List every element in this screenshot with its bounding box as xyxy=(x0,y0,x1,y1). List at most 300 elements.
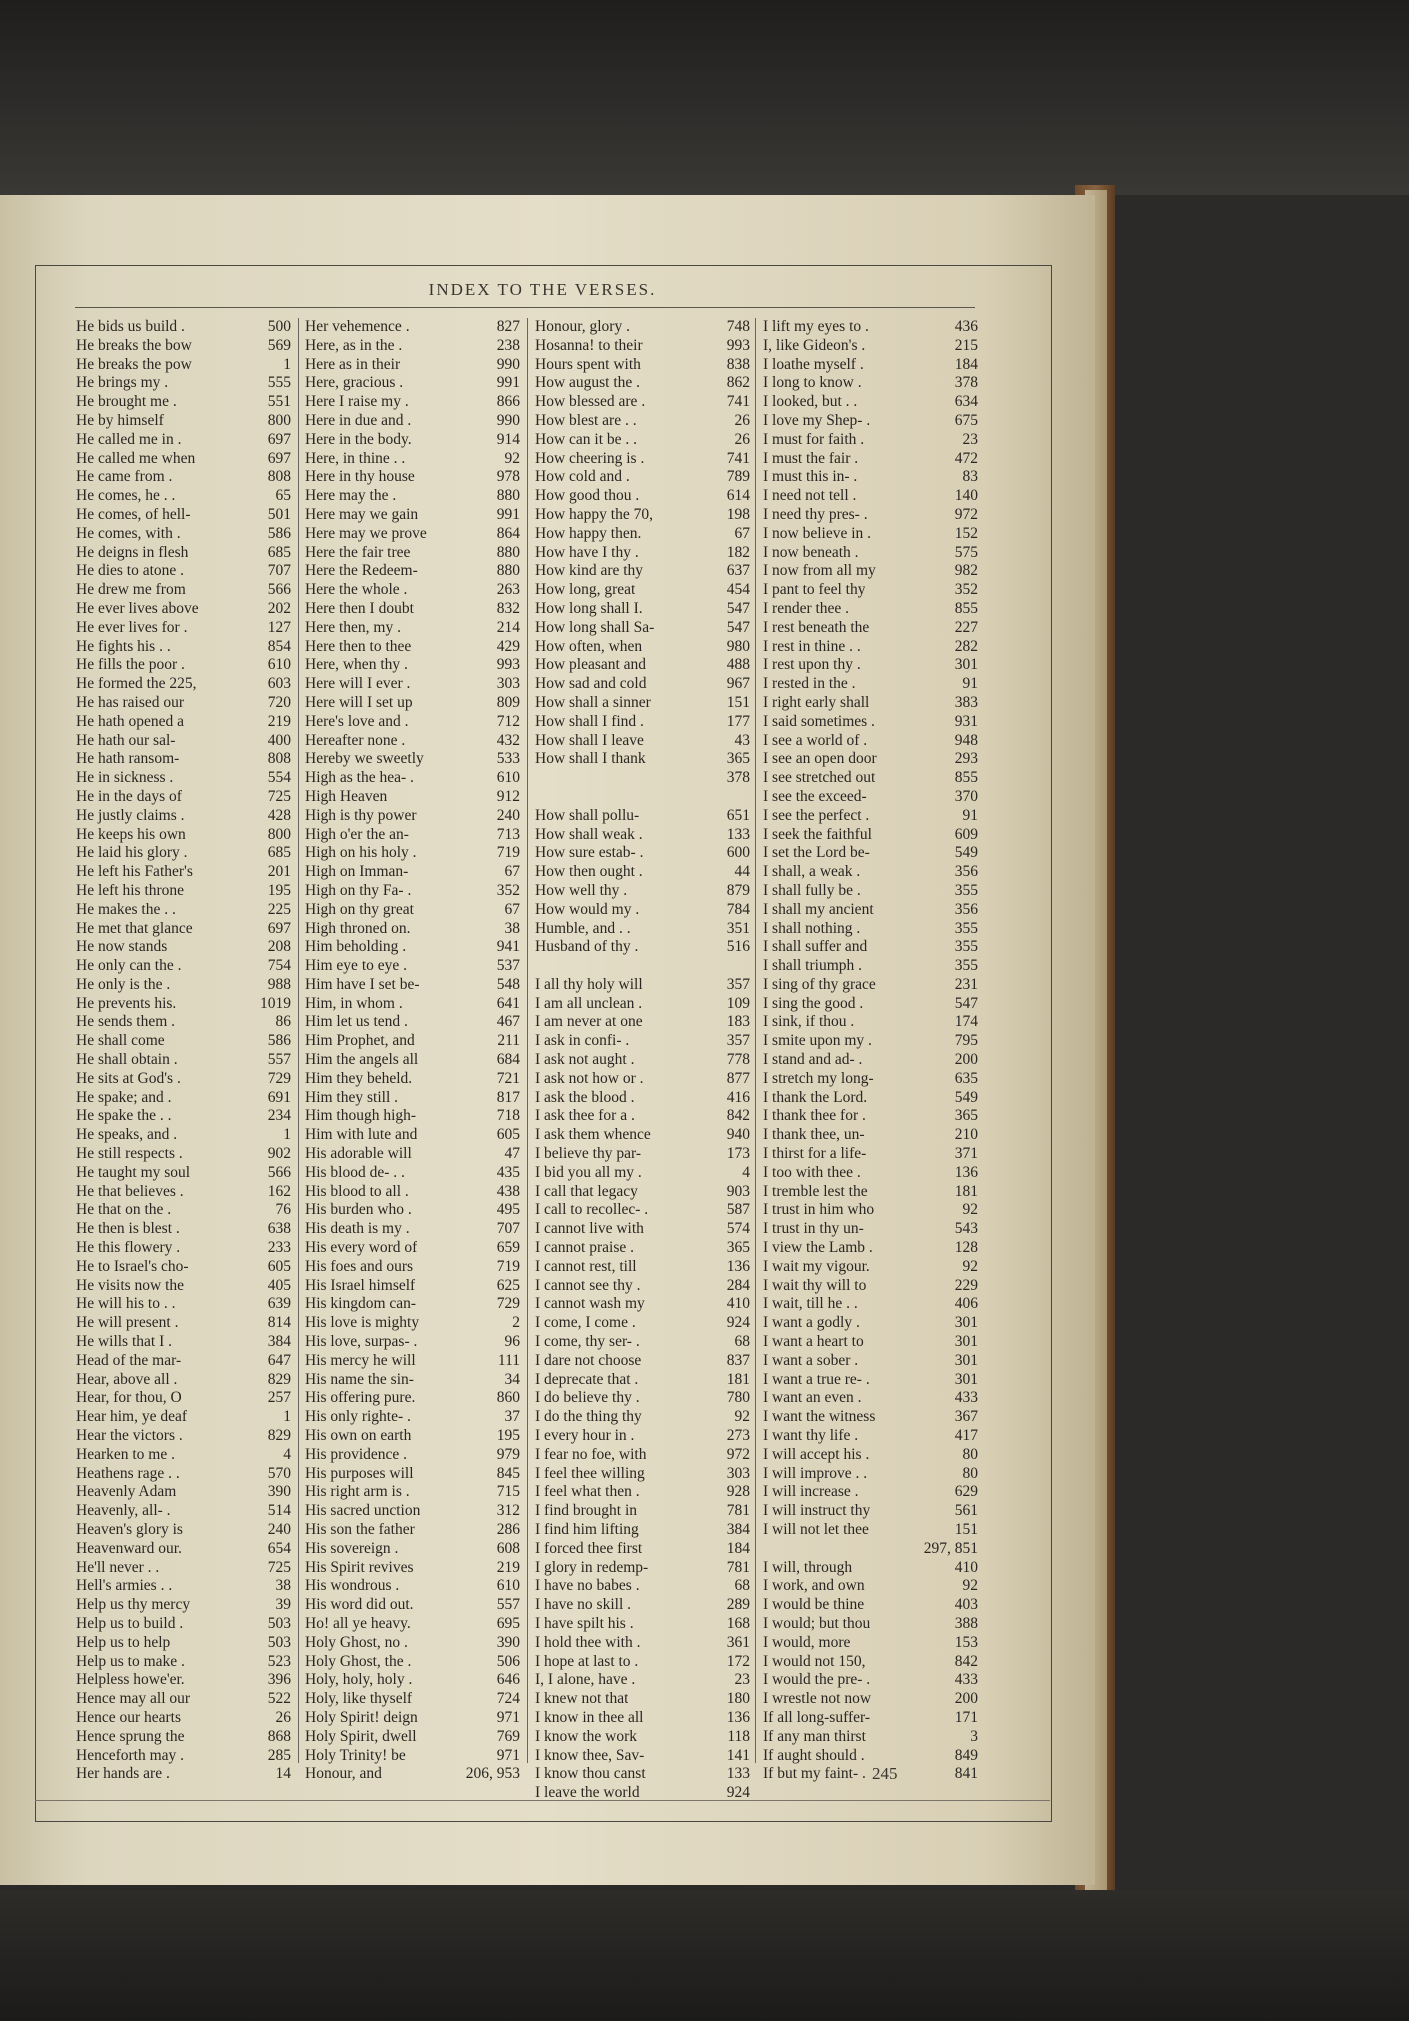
entry-number: 980 xyxy=(726,637,750,655)
entry-number: 435 xyxy=(496,1163,520,1181)
entry-number: 181 xyxy=(954,1182,978,1200)
index-entry xyxy=(763,1465,978,1484)
index-entry xyxy=(535,1728,750,1747)
entry-text: I need not tell . xyxy=(763,487,857,505)
entry-number: 625 xyxy=(496,1276,520,1294)
entry-number: 554 xyxy=(267,769,291,787)
index-entry xyxy=(535,769,750,788)
index-entry xyxy=(76,1371,291,1390)
entry-text: Hear him, ye deaf xyxy=(76,1408,188,1426)
entry-text: How often, when xyxy=(535,637,643,655)
index-entry xyxy=(76,1032,291,1051)
index-entry xyxy=(535,938,750,957)
entry-text: Him beholding . xyxy=(305,938,407,956)
entry-number: 200 xyxy=(954,1690,978,1708)
entry-number: 433 xyxy=(954,1389,978,1407)
entry-number: 44 xyxy=(734,863,750,881)
index-entry xyxy=(76,1615,291,1634)
index-entry xyxy=(535,732,750,751)
entry-text: I need thy pres- . xyxy=(763,505,868,523)
entry-text: He by himself xyxy=(76,411,164,429)
entry-text: Holy, like thyself xyxy=(305,1690,413,1708)
entry-text: He will present . xyxy=(76,1314,179,1332)
entry-text: Here, in thine . . xyxy=(305,449,406,467)
index-entry xyxy=(535,506,750,525)
index-entry xyxy=(305,1183,520,1202)
entry-text: His providence . xyxy=(305,1445,408,1463)
index-entry xyxy=(76,1577,291,1596)
index-entry xyxy=(305,1032,520,1051)
entry-text: Here in due and . xyxy=(305,411,412,429)
index-entry xyxy=(763,1765,978,1784)
entry-number: 152 xyxy=(954,524,978,542)
entry-text: Him though high- xyxy=(305,1107,417,1125)
entry-text: His foes and ours xyxy=(305,1257,414,1275)
entry-number: 781 xyxy=(726,1502,750,1520)
entry-number: 80 xyxy=(962,1445,978,1463)
entry-number: 557 xyxy=(496,1596,520,1614)
index-entry xyxy=(535,1709,750,1728)
entry-text: High is thy power xyxy=(305,806,417,824)
index-entry xyxy=(535,600,750,619)
entry-number: 282 xyxy=(954,637,978,655)
entry-number: 516 xyxy=(726,938,750,956)
entry-text: High on his holy . xyxy=(305,844,417,862)
index-entry xyxy=(76,600,291,619)
entry-number: 231 xyxy=(954,975,978,993)
index-entry xyxy=(763,1634,978,1653)
index-entry xyxy=(76,506,291,525)
entry-text: I see stretched out xyxy=(763,769,876,787)
entry-number: 608 xyxy=(496,1539,520,1557)
entry-text: He will his to . . xyxy=(76,1295,176,1313)
entry-number: 639 xyxy=(267,1295,291,1313)
entry-text: He shall obtain . xyxy=(76,1051,178,1069)
entry-number: 153 xyxy=(954,1633,978,1651)
index-entry xyxy=(763,1690,978,1709)
index-entry xyxy=(763,431,978,450)
entry-text: Him, in whom . xyxy=(305,994,403,1012)
entry-text: He laid his glory . xyxy=(76,844,188,862)
index-entry xyxy=(535,1107,750,1126)
page-number: 245 xyxy=(872,1764,898,1783)
index-entry xyxy=(763,1183,978,1202)
index-entry xyxy=(763,1277,978,1296)
entry-text: Here in the body. xyxy=(305,430,412,448)
index-entry xyxy=(305,1126,520,1145)
index-entry xyxy=(76,713,291,732)
entry-text: If all long-suffer- xyxy=(763,1708,871,1726)
entry-text: Help us to build . xyxy=(76,1614,184,1632)
entry-number: 303 xyxy=(496,675,520,693)
entry-text: How kind are thy xyxy=(535,562,644,580)
entry-text: Help us to help xyxy=(76,1633,171,1651)
entry-number: 547 xyxy=(726,618,750,636)
entry-number: 967 xyxy=(726,675,750,693)
entry-number: 503 xyxy=(267,1614,291,1632)
index-entry xyxy=(763,769,978,788)
index-entry xyxy=(305,844,520,863)
entry-text: How pleasant and xyxy=(535,656,647,674)
index-entry xyxy=(535,1164,750,1183)
background-bottom xyxy=(0,1890,1409,2021)
index-entry xyxy=(763,1559,978,1578)
entry-text: I set the Lord be- xyxy=(763,844,870,862)
index-entry xyxy=(76,769,291,788)
entry-text: Here the whole . xyxy=(305,581,408,599)
entry-text: I shall triumph . xyxy=(763,957,863,975)
entry-number: 610 xyxy=(267,656,291,674)
entry-number: 684 xyxy=(496,1051,520,1069)
entry-number: 817 xyxy=(496,1088,520,1106)
entry-text: Here as in their xyxy=(305,355,401,373)
entry-text: I cannot see thy . xyxy=(535,1276,641,1294)
entry-text: Holy Trinity! be xyxy=(305,1746,406,1764)
entry-text: How cheering is . xyxy=(535,449,645,467)
entry-text: Hours spent with xyxy=(535,355,641,373)
entry-text: Honour, glory . xyxy=(535,318,630,335)
index-entry xyxy=(76,1352,291,1371)
entry-number: 610 xyxy=(496,1577,520,1595)
entry-text: I rested in the . xyxy=(763,675,856,693)
entry-text: I now beneath . xyxy=(763,543,859,561)
index-entry xyxy=(763,1596,978,1615)
entry-text: I pant to feel thy xyxy=(763,581,866,599)
index-entry xyxy=(763,863,978,882)
index-entry xyxy=(76,337,291,356)
entry-text: His blood to all . xyxy=(305,1182,409,1200)
entry-number: 133 xyxy=(726,1765,750,1783)
entry-text: Heavenly Adam xyxy=(76,1483,177,1501)
index-entry xyxy=(76,562,291,581)
entry-text: Holy Ghost, the . xyxy=(305,1652,412,1670)
entry-number: 357 xyxy=(726,1032,750,1050)
entry-text: I trust in thy un- xyxy=(763,1220,864,1238)
entry-text: I shall, a weak . xyxy=(763,863,861,881)
index-entry xyxy=(305,807,520,826)
entry-number: 201 xyxy=(267,863,291,881)
entry-number: 729 xyxy=(496,1295,520,1313)
column-divider xyxy=(298,318,299,1763)
entry-number: 695 xyxy=(496,1614,520,1632)
entry-text: He this flowery . xyxy=(76,1239,181,1257)
entry-number: 586 xyxy=(267,524,291,542)
entry-text: He comes, of hell- xyxy=(76,505,191,523)
entry-text: He ever lives above xyxy=(76,599,199,617)
index-entry xyxy=(76,1634,291,1653)
entry-text: He called me in . xyxy=(76,430,182,448)
entry-number: 91 xyxy=(962,675,978,693)
entry-text: His own on earth xyxy=(305,1427,412,1445)
entry-text: I see a world of . xyxy=(763,731,868,749)
entry-text: I rest in thine . . xyxy=(763,637,861,655)
entry-number: 685 xyxy=(267,543,291,561)
entry-number: 503 xyxy=(267,1633,291,1651)
entry-number: 902 xyxy=(267,1145,291,1163)
entry-text: I know thou canst xyxy=(535,1765,646,1783)
entry-text: Him the angels all xyxy=(305,1051,419,1069)
index-entry xyxy=(305,882,520,901)
index-entry xyxy=(535,1277,750,1296)
entry-text: He taught my soul xyxy=(76,1163,191,1181)
index-entry xyxy=(76,1277,291,1296)
index-entry xyxy=(763,1089,978,1108)
entry-text: I hold thee with . xyxy=(535,1633,641,1651)
entry-text: I ask the blood . xyxy=(535,1088,635,1106)
entry-text: I right early shall xyxy=(763,693,870,711)
index-entry xyxy=(76,1389,291,1408)
entry-text: I see the exceed- xyxy=(763,787,867,805)
entry-number: 211 xyxy=(497,1032,520,1050)
entry-text: I want a godly . xyxy=(763,1314,860,1332)
entry-text: How blessed are . xyxy=(535,393,646,411)
entry-number: 741 xyxy=(726,393,750,411)
entry-text: His Israel himself xyxy=(305,1276,416,1294)
entry-number: 978 xyxy=(496,468,520,486)
entry-number: 219 xyxy=(267,712,291,730)
index-entry xyxy=(763,1728,978,1747)
index-entry xyxy=(535,619,750,638)
entry-text: How can it be . . xyxy=(535,430,638,448)
entry-text: High on Imman- xyxy=(305,863,409,881)
index-entry xyxy=(305,938,520,957)
index-entry xyxy=(76,1502,291,1521)
entry-text: He fills the poor . xyxy=(76,656,185,674)
index-entry xyxy=(76,863,291,882)
entry-text: Hear the victors . xyxy=(76,1427,183,1445)
entry-number: 659 xyxy=(496,1239,520,1257)
index-entry xyxy=(763,732,978,751)
entry-number: 174 xyxy=(954,1013,978,1031)
entry-text: He spake; and . xyxy=(76,1088,172,1106)
entry-number: 38 xyxy=(275,1577,291,1595)
entry-text: If aught should . xyxy=(763,1746,865,1764)
entry-text: He ever lives for . xyxy=(76,618,188,636)
entry-number: 566 xyxy=(267,1163,291,1181)
index-entry xyxy=(535,1183,750,1202)
entry-number: 557 xyxy=(267,1051,291,1069)
entry-text: Helpless howe'er. xyxy=(76,1671,185,1689)
entry-number: 993 xyxy=(726,336,750,354)
entry-number: 67 xyxy=(504,863,520,881)
entry-number: 697 xyxy=(267,449,291,467)
entry-text: I too with thee . xyxy=(763,1163,861,1181)
entry-number: 914 xyxy=(496,430,520,448)
index-entry xyxy=(535,1013,750,1032)
entry-text: Him they beheld. xyxy=(305,1069,413,1087)
index-entry xyxy=(76,468,291,487)
entry-text: He prevents his. xyxy=(76,994,177,1012)
index-entry xyxy=(535,393,750,412)
entry-text: How shall pollu- xyxy=(535,806,640,824)
entry-text: I am all unclean . xyxy=(535,994,643,1012)
entry-text: High as the hea- . xyxy=(305,769,414,787)
index-entry xyxy=(76,1089,291,1108)
entry-text: He brought me . xyxy=(76,393,177,411)
entry-number: 206, 953 xyxy=(465,1765,520,1783)
entry-number: 227 xyxy=(954,618,978,636)
index-entry xyxy=(763,1013,978,1032)
entry-number: 390 xyxy=(496,1633,520,1651)
entry-text: He now stands xyxy=(76,938,168,956)
entry-number: 609 xyxy=(954,825,978,843)
index-entry xyxy=(763,544,978,563)
entry-number: 495 xyxy=(496,1201,520,1219)
entry-text: How long shall I. xyxy=(535,599,643,617)
index-entry xyxy=(535,318,750,337)
entry-number: 136 xyxy=(726,1708,750,1726)
index-entry xyxy=(305,1465,520,1484)
index-entry xyxy=(763,1239,978,1258)
entry-text: He wills that I . xyxy=(76,1333,172,1351)
index-entry xyxy=(763,1295,978,1314)
entry-text: Him Prophet, and xyxy=(305,1032,415,1050)
entry-text: His sacred unction xyxy=(305,1502,421,1520)
entry-number: 808 xyxy=(267,750,291,768)
entry-text: He that on the . xyxy=(76,1201,172,1219)
page-header: INDEX TO THE VERSES. xyxy=(428,280,657,299)
entry-number: 289 xyxy=(726,1596,750,1614)
entry-number: 301 xyxy=(954,656,978,674)
entry-text: Him let us tend . xyxy=(305,1013,408,1031)
entry-number: 301 xyxy=(954,1351,978,1369)
index-entry xyxy=(76,412,291,431)
entry-number: 808 xyxy=(267,468,291,486)
index-entry xyxy=(76,938,291,957)
index-entry xyxy=(76,1295,291,1314)
entry-number: 514 xyxy=(267,1502,291,1520)
index-entry xyxy=(305,1559,520,1578)
entry-text: I see an open door xyxy=(763,750,877,768)
entry-number: 355 xyxy=(954,957,978,975)
entry-text: I all thy holy will xyxy=(535,975,643,993)
entry-text: I stand and ad- . xyxy=(763,1051,863,1069)
entry-text: Him with lute and xyxy=(305,1126,418,1144)
entry-number: 151 xyxy=(726,693,750,711)
entry-text: He keeps his own xyxy=(76,825,186,843)
entry-number: 371 xyxy=(954,1145,978,1163)
footer-rule xyxy=(35,1800,1050,1801)
entry-number: 614 xyxy=(726,487,750,505)
entry-text: I forced thee first xyxy=(535,1539,643,1557)
entry-text: He sends them . xyxy=(76,1013,176,1031)
entry-number: 171 xyxy=(954,1708,978,1726)
index-entry xyxy=(535,1765,750,1784)
index-entry xyxy=(76,1408,291,1427)
entry-number: 971 xyxy=(496,1708,520,1726)
index-entry xyxy=(305,1690,520,1709)
entry-number: 405 xyxy=(267,1276,291,1294)
index-entry xyxy=(76,1709,291,1728)
index-entry xyxy=(763,412,978,431)
index-entry xyxy=(535,431,750,450)
entry-number: 729 xyxy=(267,1069,291,1087)
entry-number: 548 xyxy=(496,975,520,993)
index-entry xyxy=(76,844,291,863)
entry-number: 433 xyxy=(954,1671,978,1689)
index-column-2 xyxy=(305,318,520,1784)
entry-number: 92 xyxy=(962,1257,978,1275)
entry-number: 931 xyxy=(954,712,978,730)
index-entry xyxy=(763,1107,978,1126)
entry-number: 880 xyxy=(496,543,520,561)
index-entry xyxy=(535,1089,750,1108)
entry-text: I love my Shep- . xyxy=(763,411,871,429)
entry-number: 940 xyxy=(726,1126,750,1144)
entry-text: He to Israel's cho- xyxy=(76,1257,189,1275)
entry-number: 416 xyxy=(726,1088,750,1106)
entry-number: 383 xyxy=(954,693,978,711)
entry-number: 215 xyxy=(954,336,978,354)
entry-text: How happy the 70, xyxy=(535,505,653,523)
entry-text: Here, as in the . xyxy=(305,336,403,354)
entry-text: He dies to atone . xyxy=(76,562,185,580)
entry-number: 183 xyxy=(726,1013,750,1031)
index-entry xyxy=(305,656,520,675)
index-entry xyxy=(76,525,291,544)
entry-number: 68 xyxy=(734,1333,750,1351)
index-entry xyxy=(76,995,291,1014)
index-entry xyxy=(763,356,978,375)
index-entry xyxy=(535,1596,750,1615)
entry-text: I shall fully be . xyxy=(763,881,861,899)
entry-number: 225 xyxy=(267,900,291,918)
index-entry xyxy=(305,562,520,581)
entry-number: 990 xyxy=(496,411,520,429)
entry-text: I must for faith . xyxy=(763,430,865,448)
index-entry xyxy=(535,544,750,563)
index-entry xyxy=(763,450,978,469)
entry-number: 780 xyxy=(726,1389,750,1407)
entry-text: His wondrous . xyxy=(305,1577,400,1595)
entry-number: 924 xyxy=(726,1784,750,1802)
entry-number: 257 xyxy=(267,1389,291,1407)
entry-text: He came from . xyxy=(76,468,173,486)
entry-text: High Heaven xyxy=(305,787,388,805)
entry-text: Hence may all our xyxy=(76,1690,191,1708)
index-entry xyxy=(76,1559,291,1578)
index-entry xyxy=(763,1070,978,1089)
entry-text: His only righte- . xyxy=(305,1408,411,1426)
entry-number: 990 xyxy=(496,355,520,373)
index-entry xyxy=(305,1051,520,1070)
entry-text: Here may we prove xyxy=(305,524,427,542)
index-entry xyxy=(76,450,291,469)
entry-text: His kingdom can- xyxy=(305,1295,417,1313)
entry-number: 400 xyxy=(267,731,291,749)
index-entry xyxy=(535,788,750,807)
index-entry xyxy=(305,694,520,713)
entry-number: 570 xyxy=(267,1464,291,1482)
entry-number: 454 xyxy=(726,581,750,599)
entry-text: I shall suffer and xyxy=(763,938,868,956)
entry-number: 566 xyxy=(267,581,291,599)
entry-number: 879 xyxy=(726,881,750,899)
entry-number: 355 xyxy=(954,919,978,937)
entry-text: Heathens rage . . xyxy=(76,1464,180,1482)
index-entry xyxy=(305,750,520,769)
index-entry xyxy=(763,1333,978,1352)
entry-number: 586 xyxy=(267,1032,291,1050)
entry-text: Help us to make . xyxy=(76,1652,185,1670)
entry-number: 748 xyxy=(726,318,750,335)
entry-text: He left his Father's xyxy=(76,863,193,881)
entry-number: 352 xyxy=(496,881,520,899)
entry-number: 574 xyxy=(726,1220,750,1238)
entry-text: High on thy great xyxy=(305,900,414,918)
entry-number: 378 xyxy=(726,769,750,787)
index-entry xyxy=(305,1013,520,1032)
